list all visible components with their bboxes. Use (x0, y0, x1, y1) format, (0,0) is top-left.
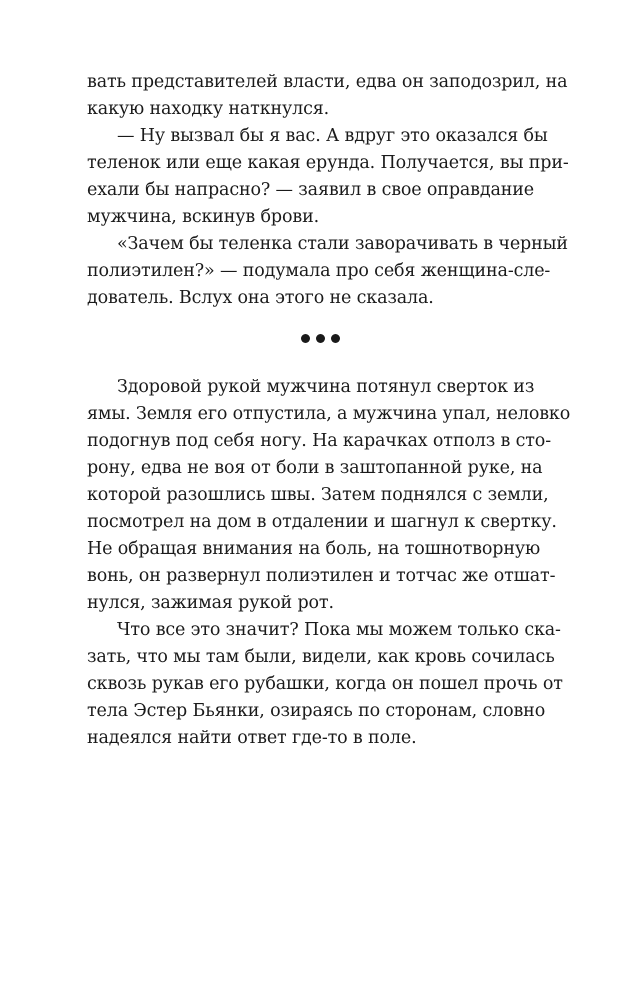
text-line: зать, что мы там были, видели, как кровь сочилась (87, 647, 555, 667)
text-line: дователь. Вслух она этого не сказала. (87, 288, 434, 308)
text-block-top (87, 69, 569, 312)
text-line: рону, едва не воя от боли в заштопанной руке, на (87, 458, 543, 478)
separator-dot-icon (316, 334, 325, 343)
text-line: мужчина, вскинув брови. (87, 207, 319, 227)
text-line: какую находку наткнулся. (87, 99, 330, 119)
text-line: Не обращая внимания на боль, на тошнотворную (87, 539, 541, 559)
text-line: нулся, зажимая рукой рот. (87, 593, 334, 613)
text-line: тела Эстер Бьянки, озираясь по сторонам, словно (87, 701, 546, 721)
text-line: надеялся найти ответ где-то в поле. (87, 728, 417, 748)
text-block-bottom (87, 374, 571, 752)
text-line: — Ну вызвал бы я вас. А вдруг это оказался бы (117, 126, 548, 146)
text-line: которой разошлись швы. Затем поднялся с земли, (87, 485, 549, 505)
text-line: посмотрел на дом в отдалении и шагнул к свертку. (87, 512, 557, 532)
section-separator (0, 331, 640, 345)
separator-dot-icon (301, 334, 310, 343)
text-line: подогнув под себя ногу. На карачках отполз в сто- (87, 431, 551, 451)
text-line: Что все это значит? Пока мы можем только ска- (117, 620, 561, 640)
text-line: теленок или еще какая ерунда. Получается, вы при- (87, 153, 569, 173)
separator-dot-icon (331, 334, 340, 343)
text-line: ехали бы напрасно? — заявил в свое оправдание (87, 180, 535, 200)
text-line: вонь, он развернул полиэтилен и тотчас же отшат- (87, 566, 556, 586)
text-line: полиэтилен?» — подумала про себя женщина-сле- (87, 261, 551, 281)
text-line: Здоровой рукой мужчина потянул сверток из (117, 377, 535, 397)
text-line: ямы. Земля его отпустила, а мужчина упал, неловко (87, 404, 571, 424)
text-line: сквозь рукав его рубашки, когда он пошел прочь от (87, 674, 563, 694)
text-line: «Зачем бы теленка стали заворачивать в черный (117, 234, 568, 254)
text-line: вать представителей власти, едва он заподозрил, на (87, 72, 568, 92)
